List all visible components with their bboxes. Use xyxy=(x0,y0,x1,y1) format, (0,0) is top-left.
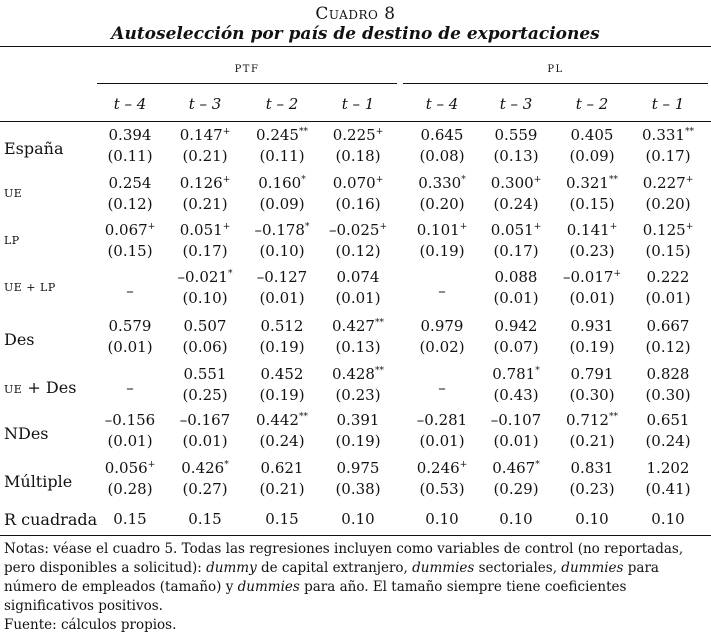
column-header: t – 2 xyxy=(575,95,609,113)
significance-marker: + xyxy=(459,222,468,232)
significance-marker: * xyxy=(227,269,233,279)
std-error-cell: (0.19) xyxy=(259,338,305,356)
std-error-cell: (0.01) xyxy=(419,432,465,450)
std-error-cell: (0.27) xyxy=(182,480,228,498)
coefficient-value: 0.331 xyxy=(642,126,685,144)
std-error-cell: (0.01) xyxy=(335,289,381,307)
r2-cell: 0.15 xyxy=(113,510,147,528)
coefficient-value: 0.405 xyxy=(570,126,614,144)
std-error-cell: (0.12) xyxy=(335,242,381,260)
significance-marker: + xyxy=(685,175,694,185)
std-error-cell: (0.38) xyxy=(335,480,381,498)
r2-cell: 0.10 xyxy=(575,510,609,528)
coefficient-value: 0.246 xyxy=(416,459,460,477)
std-error-cell: (0.08) xyxy=(419,147,465,165)
coefficient-cell xyxy=(244,411,320,429)
coefficient-value: 0.942 xyxy=(494,317,538,335)
coefficient-value: 0.222 xyxy=(646,268,690,286)
coefficient-value: 0.579 xyxy=(108,317,152,335)
coefficient-cell xyxy=(244,459,320,477)
coefficient-cell xyxy=(92,459,168,477)
std-error-cell: (0.20) xyxy=(645,195,691,213)
std-error-cell: (0.11) xyxy=(259,147,305,165)
coefficient-value: 0.391 xyxy=(336,411,380,429)
std-error-cell: (0.19) xyxy=(335,432,381,450)
table-cell: – xyxy=(438,282,446,300)
coefficient-value: 0.125 xyxy=(642,221,686,239)
coefficient-cell xyxy=(320,411,396,429)
significance-marker: * xyxy=(535,460,540,470)
group-rule-pl xyxy=(403,83,708,84)
coefficient-value: 0.452 xyxy=(260,365,304,383)
std-error-cell: (0.07) xyxy=(493,338,539,356)
std-error-cell: (0.01) xyxy=(493,432,539,450)
coefficient-value: 0.427 xyxy=(332,317,375,335)
coefficient-value: –0.017 xyxy=(563,268,614,286)
coefficient-value: 1.202 xyxy=(646,459,690,477)
std-error-cell: (0.53) xyxy=(419,480,465,498)
coefficient-value: 0.074 xyxy=(336,268,380,286)
std-error-cell: (0.01) xyxy=(569,289,615,307)
coefficient-cell xyxy=(630,221,706,239)
coefficient-value: 0.781 xyxy=(492,365,536,383)
coefficient-cell xyxy=(92,221,168,239)
coefficient-value: 0.442 xyxy=(256,411,299,429)
coefficient-value: 0.101 xyxy=(416,221,460,239)
std-error-cell: (0.21) xyxy=(259,480,305,498)
coefficient-cell xyxy=(320,268,396,286)
coefficient-value: 0.126 xyxy=(179,174,223,192)
coefficient-value: 0.254 xyxy=(108,174,152,192)
notes-dummy: dummy xyxy=(206,560,257,576)
row-label: Múltiple xyxy=(4,472,73,491)
coefficient-cell xyxy=(320,221,396,239)
table-cell: – xyxy=(126,282,134,300)
std-error-cell: (0.02) xyxy=(419,338,465,356)
std-error-cell: (0.21) xyxy=(569,432,615,450)
coefficient-cell xyxy=(630,317,706,335)
std-error-cell: (0.10) xyxy=(182,289,228,307)
coefficient-value: 0.975 xyxy=(336,459,380,477)
coefficient-cell xyxy=(404,317,480,335)
coefficient-cell xyxy=(554,459,630,477)
notes-text: para año. El tamaño siempre tiene coeficientes significativos positivos. xyxy=(4,579,627,614)
significance-marker: + xyxy=(375,127,384,137)
table-label: Cuadro 8 xyxy=(315,4,396,24)
table-title: Autoselección por país de destino de exportaciones xyxy=(111,24,600,44)
std-error-cell: (0.19) xyxy=(569,338,615,356)
row-label: Des xyxy=(4,330,35,349)
std-error-cell: (0.15) xyxy=(569,195,615,213)
header-rule xyxy=(0,121,711,122)
coefficient-cell xyxy=(320,126,396,144)
significance-marker: + xyxy=(609,222,618,232)
coefficient-cell xyxy=(244,174,320,192)
significance-marker: + xyxy=(459,460,468,470)
significance-marker: + xyxy=(375,175,384,185)
coefficient-value: 0.147 xyxy=(179,126,223,144)
coefficient-cell xyxy=(630,126,706,144)
std-error-cell: (0.21) xyxy=(182,195,228,213)
significance-marker: * xyxy=(224,460,229,470)
coefficient-value: 0.651 xyxy=(646,411,690,429)
coefficient-value: 0.330 xyxy=(418,174,462,192)
row-label: UE xyxy=(4,187,23,200)
coefficient-cell xyxy=(167,317,243,335)
row-label: NDes xyxy=(4,424,49,443)
coefficient-cell xyxy=(478,126,554,144)
std-error-cell: (0.11) xyxy=(107,147,153,165)
coefficient-value: –0.025 xyxy=(329,221,380,239)
coefficient-value: 0.712 xyxy=(566,411,609,429)
coefficient-value: 0.645 xyxy=(420,126,464,144)
coefficient-value: 0.559 xyxy=(494,126,538,144)
coefficient-value: 0.791 xyxy=(570,365,614,383)
coefficient-value: –0.281 xyxy=(416,411,468,429)
coefficient-value: 0.160 xyxy=(258,174,302,192)
significance-marker: + xyxy=(222,222,231,232)
std-error-cell: (0.06) xyxy=(182,338,228,356)
significance-marker: + xyxy=(147,222,156,232)
std-error-cell: (0.16) xyxy=(335,195,381,213)
std-error-cell: (0.20) xyxy=(419,195,465,213)
std-error-cell: (0.19) xyxy=(419,242,465,260)
std-error-cell: (0.10) xyxy=(259,242,305,260)
coefficient-cell xyxy=(478,411,554,429)
coefficient-value: –0.107 xyxy=(490,411,542,429)
table-notes xyxy=(4,540,708,635)
coefficient-cell xyxy=(478,317,554,335)
coefficient-value: 0.467 xyxy=(492,459,536,477)
coefficient-cell xyxy=(478,459,554,477)
coefficient-value: 0.321 xyxy=(566,174,609,192)
std-error-cell: (0.23) xyxy=(569,242,615,260)
significance-marker: + xyxy=(222,175,231,185)
std-error-cell: (0.23) xyxy=(569,480,615,498)
significance-marker: ** xyxy=(298,127,308,137)
row-label: LP xyxy=(4,234,20,247)
coefficient-cell xyxy=(478,365,554,383)
coefficient-cell xyxy=(167,365,243,383)
column-header: t – 3 xyxy=(499,95,533,113)
std-error-cell: (0.13) xyxy=(493,147,539,165)
coefficient-cell xyxy=(478,221,554,239)
row-label: UE + Des xyxy=(4,378,77,397)
coefficient-cell xyxy=(244,221,320,239)
coefficient-value: 0.507 xyxy=(183,317,227,335)
notes-text: para número de empleados (tamaño) y xyxy=(4,560,659,595)
coefficient-value: –0.127 xyxy=(256,268,308,286)
significance-marker: + xyxy=(685,222,694,232)
table-cell: – xyxy=(126,379,134,397)
coefficient-value: 0.227 xyxy=(642,174,686,192)
std-error-cell: (0.17) xyxy=(645,147,691,165)
significance-marker: * xyxy=(461,175,466,185)
coefficient-cell xyxy=(630,268,706,286)
std-error-cell: (0.30) xyxy=(569,386,615,404)
std-error-cell: (0.01) xyxy=(107,432,153,450)
coefficient-value: 0.225 xyxy=(332,126,376,144)
bottom-rule xyxy=(0,535,711,536)
r2-cell: 0.10 xyxy=(499,510,533,528)
column-header: t – 1 xyxy=(341,95,375,113)
coefficient-value: –0.021 xyxy=(177,268,228,286)
coefficient-cell xyxy=(167,221,243,239)
coefficient-value: 0.828 xyxy=(646,365,690,383)
coefficient-cell xyxy=(554,411,630,429)
significance-marker: + xyxy=(379,222,387,232)
coefficient-cell xyxy=(404,411,480,429)
coefficient-cell xyxy=(244,126,320,144)
notes-text: Notas: véase el cuadro 5. Todas las regresiones incluyen como variables de control (no reportadas, pero disponibles a solicitud): xyxy=(4,541,684,576)
coefficient-cell xyxy=(320,174,396,192)
coefficient-value: 0.426 xyxy=(181,459,225,477)
coefficient-value: 0.551 xyxy=(183,365,227,383)
std-error-cell: (0.24) xyxy=(259,432,305,450)
coefficient-cell xyxy=(320,317,396,335)
notes-dummies: dummies xyxy=(412,560,475,576)
notes-text: de capital extranjero, xyxy=(256,560,413,576)
coefficient-cell xyxy=(630,174,706,192)
row-label: España xyxy=(4,139,64,158)
significance-marker: + xyxy=(222,127,231,137)
coefficient-value: 0.141 xyxy=(566,221,610,239)
coefficient-cell xyxy=(244,365,320,383)
significance-marker: ** xyxy=(608,175,618,185)
std-error-cell: (0.18) xyxy=(335,147,381,165)
coefficient-cell xyxy=(167,174,243,192)
coefficient-value: 0.931 xyxy=(570,317,614,335)
notes-dummies: dummies xyxy=(561,560,624,576)
std-error-cell: (0.17) xyxy=(493,242,539,260)
coefficient-cell xyxy=(167,268,243,286)
column-header: t – 3 xyxy=(188,95,222,113)
coefficient-cell xyxy=(244,317,320,335)
std-error-cell: (0.28) xyxy=(107,480,153,498)
coefficient-value: 0.051 xyxy=(490,221,534,239)
column-header: t – 2 xyxy=(265,95,299,113)
r2-cell: 0.10 xyxy=(651,510,685,528)
coefficient-value: 0.512 xyxy=(260,317,304,335)
coefficient-cell xyxy=(320,459,396,477)
std-error-cell: (0.12) xyxy=(107,195,153,213)
coefficient-cell xyxy=(92,174,168,192)
coefficient-cell xyxy=(404,221,480,239)
r2-cell: 0.10 xyxy=(425,510,459,528)
coefficient-cell xyxy=(630,459,706,477)
coefficient-cell xyxy=(320,365,396,383)
std-error-cell: (0.21) xyxy=(182,147,228,165)
row-label-r2: R cuadrada xyxy=(4,510,98,529)
std-error-cell: (0.24) xyxy=(493,195,539,213)
std-error-cell: (0.41) xyxy=(645,480,691,498)
coefficient-cell xyxy=(167,459,243,477)
coefficient-cell xyxy=(404,126,480,144)
coefficient-cell xyxy=(92,126,168,144)
coefficient-value: 0.051 xyxy=(179,221,223,239)
coefficient-cell xyxy=(554,268,630,286)
significance-marker: * xyxy=(304,222,310,232)
coefficient-cell xyxy=(92,411,168,429)
r2-cell: 0.15 xyxy=(188,510,222,528)
coefficient-value: 0.056 xyxy=(104,459,148,477)
notes-dummies: dummies xyxy=(237,579,300,595)
coefficient-cell xyxy=(554,317,630,335)
std-error-cell: (0.01) xyxy=(107,338,153,356)
coefficient-cell xyxy=(630,411,706,429)
std-error-cell: (0.23) xyxy=(335,386,381,404)
std-error-cell: (0.25) xyxy=(182,386,228,404)
column-header: t – 4 xyxy=(425,95,459,113)
std-error-cell: (0.24) xyxy=(645,432,691,450)
std-error-cell: (0.29) xyxy=(493,480,539,498)
coefficient-value: 0.088 xyxy=(494,268,538,286)
r2-cell: 0.10 xyxy=(341,510,375,528)
significance-marker: ** xyxy=(298,412,308,422)
column-header: t – 1 xyxy=(651,95,685,113)
column-header: t – 4 xyxy=(113,95,147,113)
coefficient-cell xyxy=(404,174,480,192)
coefficient-value: 0.067 xyxy=(104,221,148,239)
std-error-cell: (0.15) xyxy=(107,242,153,260)
coefficient-cell xyxy=(167,126,243,144)
coefficient-value: –0.178 xyxy=(254,221,305,239)
coefficient-value: 0.428 xyxy=(332,365,375,383)
std-error-cell: (0.19) xyxy=(259,386,305,404)
coefficient-cell xyxy=(244,268,320,286)
std-error-cell: (0.12) xyxy=(645,338,691,356)
coefficient-value: –0.156 xyxy=(104,411,156,429)
coefficient-cell xyxy=(92,317,168,335)
coefficient-value: 0.831 xyxy=(570,459,614,477)
std-error-cell: (0.01) xyxy=(182,432,228,450)
coefficient-cell xyxy=(554,365,630,383)
coefficient-cell xyxy=(554,174,630,192)
std-error-cell: (0.01) xyxy=(645,289,691,307)
coefficient-cell xyxy=(478,174,554,192)
coefficient-value: 0.245 xyxy=(256,126,299,144)
coefficient-cell xyxy=(630,365,706,383)
significance-marker: + xyxy=(533,175,542,185)
significance-marker: * xyxy=(301,175,306,185)
group-rule-ptf xyxy=(97,83,397,84)
std-error-cell: (0.43) xyxy=(493,386,539,404)
group-header-pl: PL xyxy=(547,64,564,75)
significance-marker: ** xyxy=(684,127,694,137)
coefficient-value: 0.979 xyxy=(420,317,464,335)
coefficient-cell xyxy=(554,221,630,239)
coefficient-value: 0.070 xyxy=(332,174,376,192)
coefficient-cell xyxy=(478,268,554,286)
significance-marker: ** xyxy=(374,366,384,376)
coefficient-value: –0.167 xyxy=(179,411,231,429)
std-error-cell: (0.01) xyxy=(259,289,305,307)
significance-marker: + xyxy=(613,269,621,279)
coefficient-cell xyxy=(554,126,630,144)
std-error-cell: (0.15) xyxy=(645,242,691,260)
std-error-cell: (0.09) xyxy=(569,147,615,165)
notes-text: sectoriales, xyxy=(474,560,562,576)
group-header-ptf: PTF xyxy=(234,64,260,75)
table-cell: – xyxy=(438,379,446,397)
row-label: UE + LP xyxy=(4,281,56,294)
significance-marker: ** xyxy=(608,412,618,422)
coefficient-cell xyxy=(167,411,243,429)
std-error-cell: (0.01) xyxy=(493,289,539,307)
coefficient-cell xyxy=(404,459,480,477)
std-error-cell: (0.30) xyxy=(645,386,691,404)
significance-marker: ** xyxy=(374,318,384,328)
source-note: Fuente: cálculos propios. xyxy=(4,617,177,633)
coefficient-value: 0.394 xyxy=(108,126,152,144)
std-error-cell: (0.09) xyxy=(259,195,305,213)
std-error-cell: (0.13) xyxy=(335,338,381,356)
r2-cell: 0.15 xyxy=(265,510,299,528)
significance-marker: + xyxy=(147,460,156,470)
top-rule xyxy=(0,46,711,47)
std-error-cell: (0.17) xyxy=(182,242,228,260)
coefficient-value: 0.300 xyxy=(490,174,534,192)
coefficient-value: 0.667 xyxy=(646,317,690,335)
coefficient-value: 0.621 xyxy=(260,459,304,477)
significance-marker: + xyxy=(533,222,542,232)
significance-marker: * xyxy=(535,366,540,376)
